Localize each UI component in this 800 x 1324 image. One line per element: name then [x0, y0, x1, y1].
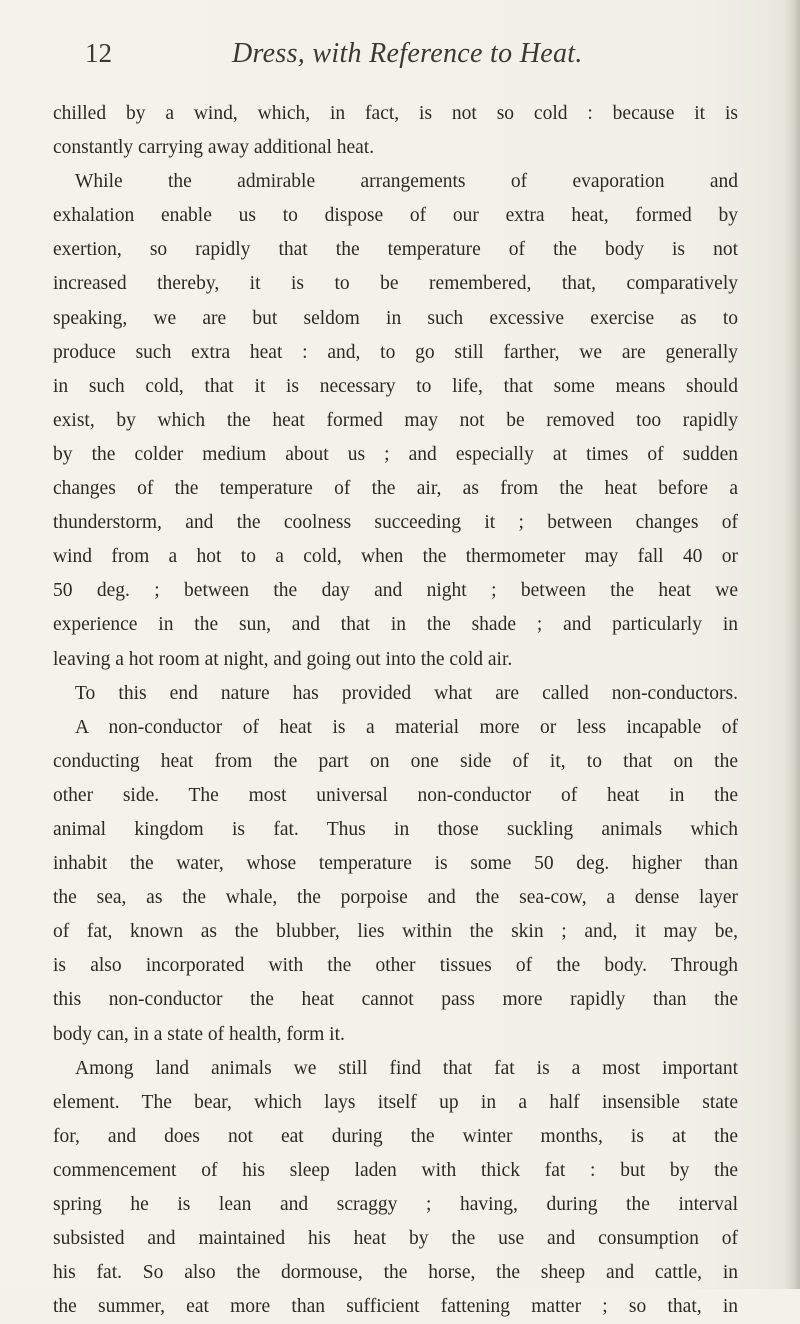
text-line: Among land animals we still find that fat is a most important [75, 1057, 738, 1079]
text-line: subsisted and maintained his heat by the use and consumption of [53, 1228, 738, 1250]
text-line: increased thereby, it is to be remembered, that, comparatively [53, 273, 738, 295]
text-line: leaving a hot room at night, and going out into the cold air. [53, 648, 513, 670]
text-line: exhalation enable us to dispose of our extra heat, formed by [53, 205, 738, 227]
text-line: animal kingdom is fat. Thus in those suckling animals which [53, 818, 738, 840]
text-line: of fat, known as the blubber, lies within the skin ; and, it may be, [53, 921, 738, 943]
text-line: in such cold, that it is necessary to life, that some means should [53, 375, 738, 397]
text-line: his fat. So also the dormouse, the horse, the sheep and cattle, in [53, 1262, 738, 1284]
text-line: exertion, so rapidly that the temperature of the body is not [53, 239, 738, 261]
text-line: experience in the sun, and that in the shade ; and particularly in [53, 614, 738, 636]
text-line: conducting heat from the part on one side of it, to that on the [53, 750, 738, 772]
text-line: inhabit the water, whose temperature is some 50 deg. higher than [53, 853, 738, 875]
page-number: 12 [85, 38, 112, 68]
body-text [53, 97, 738, 1324]
text-line: produce such extra heat : and, to go still farther, we are generally [53, 341, 738, 363]
text-line: 50 deg. ; between the day and night ; between the heat we [53, 580, 738, 602]
text-line: wind from a hot to a cold, when the thermometer may fall 40 or [53, 546, 738, 568]
text-line: To this end nature has provided what are called non-conductors. [75, 682, 738, 704]
text-line: While the admirable arrangements of evaporation and [75, 171, 738, 193]
text-line: constantly carrying away additional heat. [53, 137, 375, 159]
text-line: body can, in a state of health, form it. [53, 1023, 345, 1045]
text-line: chilled by a wind, which, in fact, is not so cold : because it is [53, 103, 738, 124]
text-line: changes of the temperature of the air, as from the heat before a [53, 478, 738, 500]
page-edge-shadow [784, 0, 800, 1289]
text-line: element. The bear, which lays itself up in a half insensible state [53, 1091, 738, 1113]
text-line: A non-conductor of heat is a material more or less incapable of [75, 716, 738, 738]
running-head: Dress, with Reference to Heat. [232, 38, 583, 69]
text-line: speaking, we are but seldom in such excessive exercise as to [53, 307, 738, 329]
text-line: commencement of his sleep laden with thick fat : but by the [53, 1159, 738, 1181]
text-line: spring he is lean and scraggy ; having, during the interval [53, 1194, 738, 1215]
text-line: by the colder medium about us ; and especially at times of sudden [53, 443, 738, 465]
text-line: other side. The most universal non-conductor of heat in the [53, 784, 738, 806]
text-line: the summer, eat more than sufficient fattening matter ; so that, in [53, 1296, 738, 1318]
text-line: thunderstorm, and the coolness succeeding it ; between changes of [53, 512, 738, 534]
text-line: exist, by which the heat formed may not be removed too rapidly [53, 409, 738, 431]
page-header [0, 38, 800, 78]
text-line: for, and does not eat during the winter months, is at the [53, 1125, 738, 1147]
text-line: the sea, as the whale, the porpoise and the sea-cow, a dense layer [53, 887, 738, 909]
text-line: this non-conductor the heat cannot pass more rapidly than the [53, 989, 738, 1011]
text-line: is also incorporated with the other tissues of the body. Through [53, 955, 738, 977]
